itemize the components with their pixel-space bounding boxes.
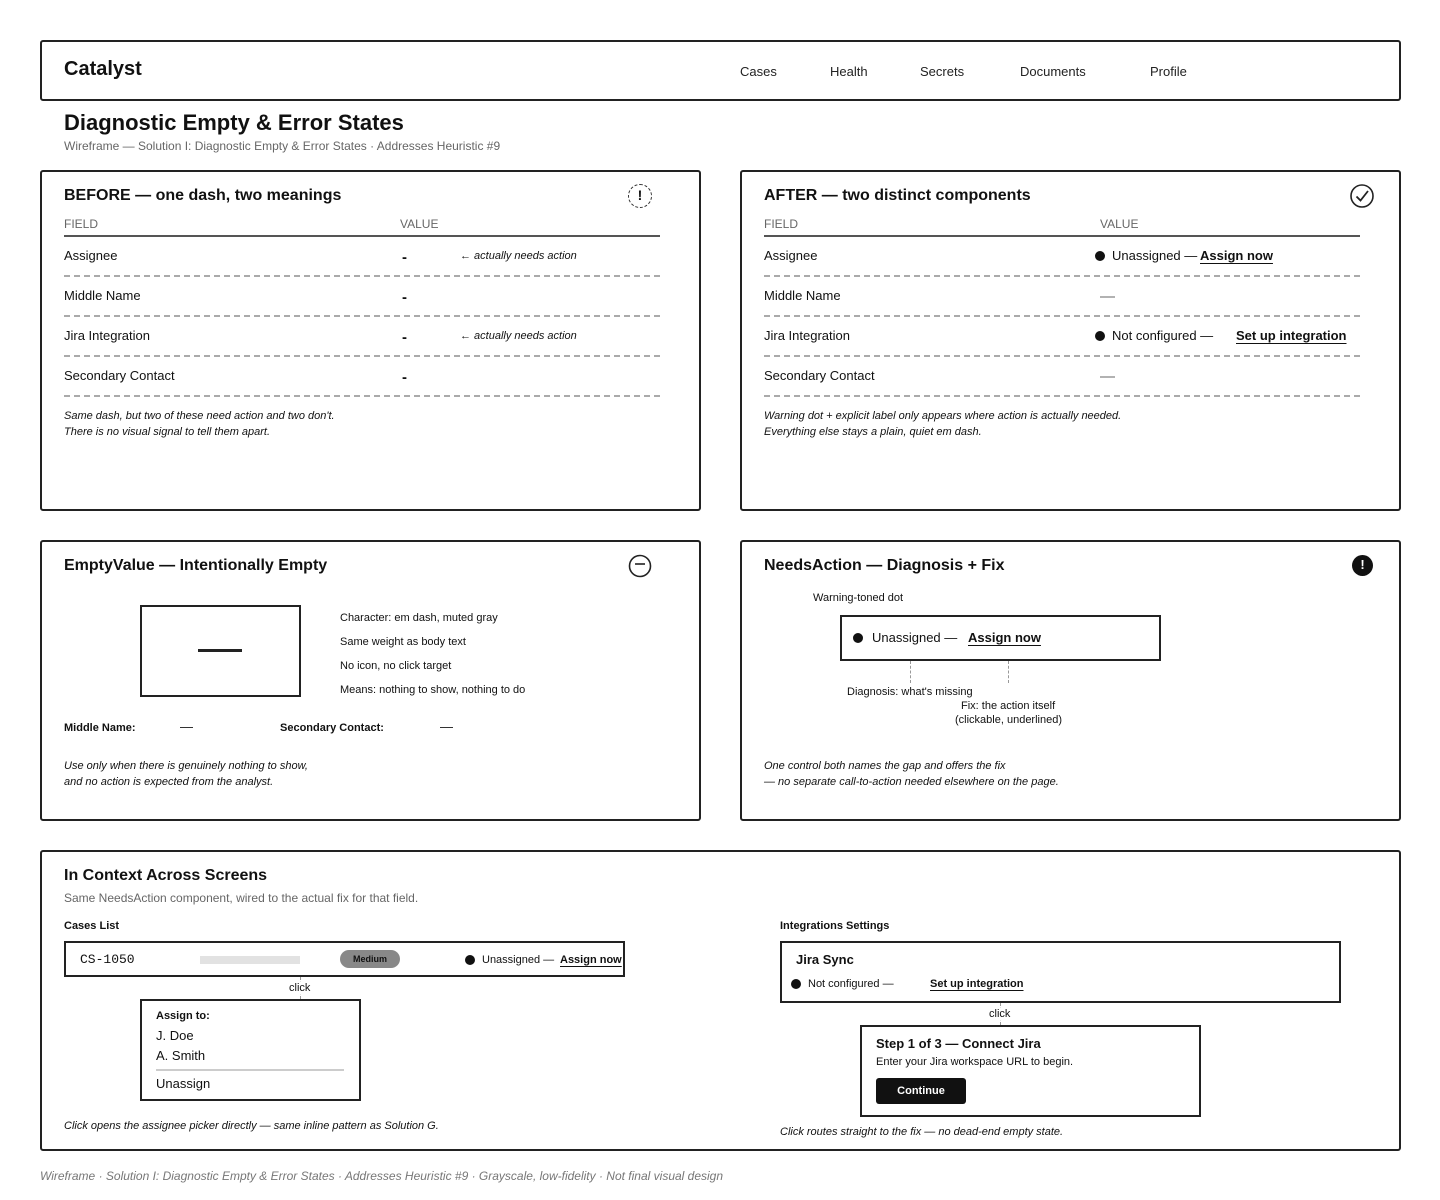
before-header-rule	[64, 235, 660, 237]
spec-character: Character: em dash, muted gray	[340, 612, 498, 624]
jira-sync-status: Not configured —	[808, 978, 894, 990]
assign-now-link[interactable]: Assign now	[1200, 248, 1273, 263]
after-caption-1: Warning dot + explicit label only appears where action is actually needed.	[764, 410, 1122, 422]
empty-value-title: EmptyValue — Intentionally Empty	[64, 557, 328, 574]
row-divider	[764, 395, 1360, 397]
case-id[interactable]: CS-1050	[80, 952, 135, 967]
nav-profile[interactable]: Profile	[1150, 64, 1187, 79]
page-title: Diagnostic Empty & Error States	[64, 110, 404, 135]
nav-health[interactable]: Health	[830, 64, 868, 79]
nav-documents[interactable]: Documents	[1020, 64, 1086, 79]
after-field-assignee: Assignee	[764, 248, 818, 263]
fix-annotation-1: Fix: the action itself	[961, 700, 1056, 712]
spec-weight: Same weight as body text	[340, 636, 466, 648]
needs-action-caption-1: One control both names the gap and offers the fix	[764, 760, 1006, 772]
fix-annotation-2: (clickable, underlined)	[955, 714, 1062, 726]
spec-meaning: Means: nothing to show, nothing to do	[340, 684, 526, 696]
warning-dot-icon	[1095, 251, 1105, 261]
needs-action-title: NeedsAction — Diagnosis + Fix	[764, 557, 1005, 574]
after-empty-secondary-contact: —	[1100, 368, 1115, 385]
set-up-integration-link[interactable]: Set up integration	[1236, 328, 1347, 343]
nav-secrets[interactable]: Secrets	[920, 64, 965, 79]
jira-set-up-integration-link[interactable]: Set up integration	[930, 978, 1024, 990]
after-col-field: FIELD	[764, 217, 799, 231]
before-caption-2: There is no visual signal to tell them apart.	[64, 426, 271, 438]
before-col-field: FIELD	[64, 217, 99, 231]
assignee-picker-title: Assign to:	[156, 1010, 210, 1022]
assignee-option-j-doe[interactable]: J. Doe	[156, 1028, 194, 1043]
dot-annotation-label: Warning-toned dot	[813, 592, 904, 604]
before-field-assignee: Assignee	[64, 248, 118, 263]
picker-divider	[156, 1069, 344, 1071]
minus-circle-icon	[628, 554, 652, 578]
page-subtitle: Wireframe — Solution I: Diagnostic Empty & Error States · Addresses Heuristic #9	[64, 139, 501, 153]
row-divider	[64, 395, 660, 397]
after-field-middle-name: Middle Name	[764, 288, 841, 303]
diagnosis-connector	[910, 661, 911, 683]
brand-logo[interactable]: Catalyst	[64, 58, 142, 80]
cases-list-label: Cases List	[64, 920, 120, 932]
after-title: AFTER — two distinct components	[764, 187, 1031, 204]
before-note-assignee: ← actually needs action	[460, 250, 577, 262]
empty-value-caption-2: and no action is expected from the analyst.	[64, 776, 274, 788]
after-status-assignee: Unassigned —	[1112, 248, 1198, 263]
example-middle-name-value: —	[180, 719, 193, 734]
diagnosis-annotation: Diagnosis: what's missing	[847, 686, 973, 698]
after-empty-middle-name: —	[1100, 288, 1115, 305]
top-nav-bar	[40, 40, 1401, 101]
continue-button[interactable]: Continue	[876, 1078, 966, 1104]
before-col-value: VALUE	[400, 217, 439, 231]
before-value-assignee: -	[402, 249, 407, 266]
after-field-secondary-contact: Secondary Contact	[764, 368, 875, 383]
example-middle-name-label: Middle Name:	[64, 722, 136, 734]
case-title-placeholder-bar	[200, 956, 300, 964]
row-divider	[764, 355, 1360, 357]
in-context-title: In Context Across Screens	[64, 867, 268, 884]
case-click-label: click	[289, 982, 311, 994]
assignee-option-a-smith[interactable]: A. Smith	[156, 1048, 206, 1063]
after-col-value: VALUE	[1100, 217, 1139, 231]
warning-dashed-circle-icon: !	[628, 184, 652, 208]
check-circle-icon	[1350, 184, 1374, 208]
setup-wizard-title: Step 1 of 3 — Connect Jira	[876, 1036, 1041, 1051]
row-divider	[64, 355, 660, 357]
em-dash-specimen	[198, 649, 242, 652]
jira-sync-title: Jira Sync	[796, 952, 854, 967]
setup-wizard-desc: Enter your Jira workspace URL to begin.	[876, 1056, 1074, 1068]
row-divider	[64, 315, 660, 317]
spec-no-icon: No icon, no click target	[340, 660, 452, 672]
after-caption-2: Everything else stays a plain, quiet em dash.	[764, 426, 982, 438]
before-value-middle-name: -	[402, 289, 407, 306]
case-status: Unassigned —	[482, 954, 555, 966]
integrations-label: Integrations Settings	[780, 920, 890, 932]
warning-dot-icon	[853, 633, 863, 643]
before-field-secondary-contact: Secondary Contact	[64, 368, 175, 383]
unassign-option[interactable]: Unassign	[156, 1076, 211, 1091]
jira-sync-card	[780, 941, 1341, 1003]
warning-dot-icon	[1095, 331, 1105, 341]
example-secondary-contact-value: —	[440, 719, 453, 734]
needs-action-status: Unassigned —	[872, 630, 958, 645]
before-caption-1: Same dash, but two of these need action and two don't.	[64, 410, 335, 422]
exclamation-filled-circle-icon: !	[1352, 555, 1373, 576]
after-header-rule	[764, 235, 1360, 237]
needs-action-assign-now-link[interactable]: Assign now	[968, 630, 1041, 645]
warning-dot-icon	[791, 979, 801, 989]
warning-dot-icon	[465, 955, 475, 965]
cases-caption: Click opens the assignee picker directly — same inline pattern as Solution G.	[64, 1120, 439, 1132]
integration-click-label: click	[989, 1008, 1011, 1020]
after-field-jira: Jira Integration	[764, 328, 850, 343]
example-secondary-contact-label: Secondary Contact:	[280, 722, 384, 734]
needs-action-caption-2: — no separate call-to-action needed elsewhere on the page.	[764, 776, 1059, 788]
before-value-secondary-contact: -	[402, 369, 407, 386]
row-divider	[764, 275, 1360, 277]
before-field-middle-name: Middle Name	[64, 288, 141, 303]
row-divider	[64, 275, 660, 277]
priority-badge: Medium	[340, 950, 400, 968]
before-field-jira: Jira Integration	[64, 328, 150, 343]
footer-note: Wireframe · Solution I: Diagnostic Empty & Error States · Addresses Heuristic #9 · Grayscale, low-fidelity · Not final visual design	[40, 1169, 724, 1183]
empty-value-caption-1: Use only when there is genuinely nothing to show,	[64, 760, 308, 772]
before-note-jira: ← actually needs action	[460, 330, 577, 342]
nav-cases[interactable]: Cases	[740, 64, 777, 79]
before-value-jira: -	[402, 329, 407, 346]
case-assign-now-link[interactable]: Assign now	[560, 954, 622, 966]
fix-connector	[1008, 661, 1009, 683]
row-divider	[764, 315, 1360, 317]
integrations-caption: Click routes straight to the fix — no dead-end empty state.	[780, 1126, 1064, 1138]
before-title: BEFORE — one dash, two meanings	[64, 187, 342, 204]
in-context-subtitle: Same NeedsAction component, wired to the actual fix for that field.	[64, 891, 419, 905]
after-status-jira: Not configured —	[1112, 328, 1214, 343]
